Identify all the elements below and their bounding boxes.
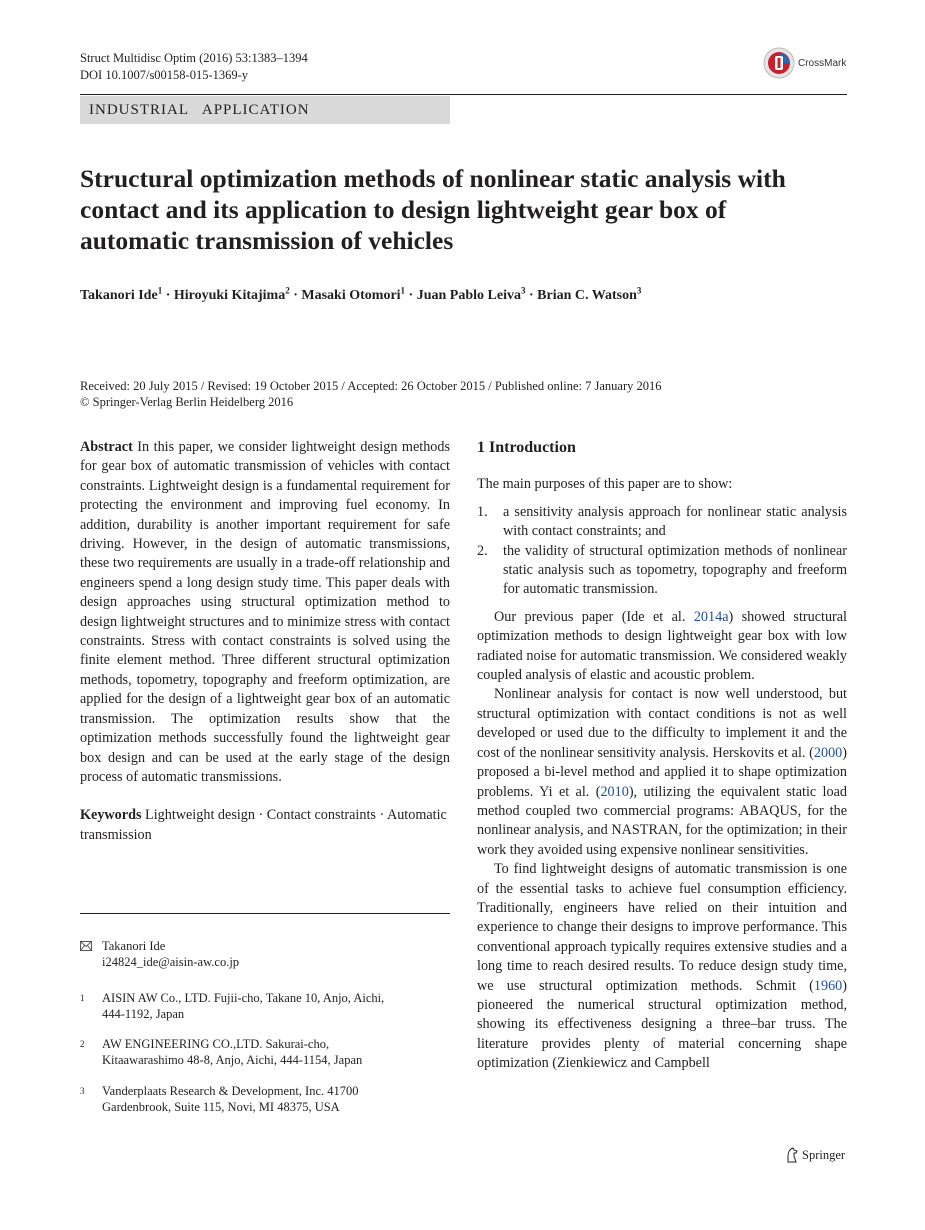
- paragraph-text: To find lightweight designs of automatic transmission is one of the essential tasks to achieve fuel consumption efficiency. Traditionally, engineers have relied on their intuition and experience to change their designs to improve performance. This conventional approach typically requires extensive studies and a long time to reach desired results. To reduce design study time, we use structural optimization methods. Schmit (: [477, 861, 847, 994]
- article-type-banner: INDUSTRIAL APPLICATION: [80, 96, 450, 124]
- list-item: [477, 542, 847, 600]
- abstract-text: In this paper, we consider lightweight design methods for gear box of automatic transmission of vehicles with contact constraints. Lightweight design is a fundamental requirement for protecting the environment and improving fuel economy. In addition, durability is another important requirement for safe driving. However, in the design of automatic transmissions, these two requirements are usually in a trade-off relationship and engineers spend a long design study time. This paper deals with design approaches using structural optimization method to design lightweight structures and to minimize stress with contact constraints. Stress with contact constraints is solved using the finite element method. Three different structural optimization methods, topometry, topography and freeform optimization, are applied for the design of a lightweight gear box of an automatic transmission. The optimization results show that the optimization methods successfully found the lightweight gear box design and can be used at the early stage of the design process of automatic transmissions.: [80, 439, 450, 785]
- paragraph: [477, 685, 847, 860]
- keywords-label: Keywords: [80, 807, 142, 824]
- author-separator: ·: [405, 287, 417, 303]
- paragraph: [477, 860, 847, 1073]
- author: [80, 285, 174, 303]
- author-affiliation-mark: 3: [520, 285, 526, 295]
- abstract: [80, 438, 450, 787]
- journal-citation: [80, 50, 308, 84]
- envelope-icon: [80, 939, 92, 955]
- author: [173, 285, 302, 303]
- section-heading-introduction: 1 Introduction: [477, 439, 576, 456]
- list-text: a sensitivity analysis approach for nonlinear static analysis with contact constraints; and: [503, 503, 847, 540]
- author-affiliation-mark: 3: [636, 285, 642, 295]
- affiliation-1: AISIN AW Co., LTD. Fujii-cho, Takane 10, Anjo, Aichi, 444-1192, Japan: [102, 991, 385, 1021]
- paragraph: [477, 608, 847, 686]
- author-name: Juan Pablo Leiva: [416, 287, 521, 303]
- right-column: [477, 438, 847, 1074]
- header-rule: [80, 94, 847, 95]
- author-name: Takanori Ide: [80, 287, 158, 303]
- author-separator: ·: [525, 287, 534, 303]
- paragraph-text: Nonlinear analysis for contact is now well understood, but structural optimization with contact conditions is not as well developed or used due to the difficulty to implement it and the cost of the nonlinear sensitivity analysis. Herskovits et al. (: [477, 686, 847, 761]
- doi[interactable]: DOI 10.1007/s00158-015-1369-y: [80, 68, 249, 82]
- keywords-text: Lightweight design · Contact constraints · Automatic transmission: [80, 807, 447, 843]
- paragraph-text: ) pioneered the numerical structural optimization method, showing its effectiveness designing a three–bar truss. The literature provides plenty of material concerning shape optimization (Zienkiewicz and Campbell: [477, 977, 847, 1072]
- citation-link[interactable]: 2010: [600, 783, 629, 800]
- author-affiliation-mark: 1: [400, 285, 406, 295]
- paragraph-text: Our previous paper (Ide et al.: [494, 608, 694, 625]
- list-item: [477, 503, 847, 542]
- intro-lead: The main purposes of this paper are to show:: [477, 476, 733, 493]
- affiliation-number: 2: [80, 1039, 85, 1049]
- author-separator: ·: [162, 287, 174, 303]
- author: [537, 285, 642, 303]
- copyright-line: © Springer-Verlag Berlin Heidelberg 2016: [80, 395, 294, 409]
- author-name: Masaki Otomori: [301, 287, 401, 303]
- article-title: Structural optimization methods of nonlinear static analysis with contact and its application to design lightweight gear box of automatic transmission of vehicles: [80, 164, 786, 255]
- footnote-rule: [80, 913, 450, 914]
- author: [301, 285, 417, 303]
- corresponding-author: [102, 938, 452, 970]
- publisher-name: Springer: [802, 1147, 846, 1162]
- date-line: Received: 20 July 2015 / Revised: 19 October 2015 / Accepted: 26 October 2015 / Published online: 7 January 2016: [80, 379, 662, 393]
- citation-link[interactable]: 2000: [813, 744, 843, 761]
- affiliation-number: 3: [80, 1086, 85, 1096]
- author: [416, 285, 534, 303]
- list-number: 1.: [477, 503, 488, 520]
- springer-horse-icon: [785, 1147, 799, 1163]
- author-affiliation-mark: 2: [285, 285, 290, 295]
- paragraph-text: ) showed structural optimization methods to design lightweight gear box with low radiated noise for automatic transmission. We considered weakly coupled analysis of elastic and acoustic problem.: [477, 608, 848, 684]
- paragraph-text: ) proposed a bi-level method and applied it to shape optimization problems. Yi et al. (: [477, 744, 847, 800]
- affiliation-2: AW ENGINEERING CO.,LTD. Sakurai-cho, Kitaawarashimo 48-8, Anjo, Aichi, 444-1154, Japan: [102, 1037, 363, 1067]
- publication-history: [80, 378, 850, 410]
- author-affiliation-mark: 1: [157, 285, 163, 295]
- affiliation-3: Vanderplaats Research & Development, Inc. 41700 Gardenbrook, Suite 115, Novi, MI 48375, USA: [102, 1084, 359, 1114]
- corresponding-name: Takanori Ide: [102, 939, 166, 953]
- corresponding-email[interactable]: i24824_ide@aisin-aw.co.jp: [102, 955, 240, 969]
- crossmark-icon: [763, 47, 795, 79]
- publisher-footer: [785, 1147, 845, 1163]
- crossmark-badge[interactable]: [763, 47, 846, 79]
- list-text: the validity of structural optimization methods of nonlinear static analysis such as topometry, topography and freeform for automatic transmission.: [503, 542, 847, 598]
- author-name: Brian C. Watson: [537, 287, 637, 303]
- purpose-list: [477, 503, 847, 600]
- affiliation-number: 1: [80, 993, 85, 1003]
- crossmark-label: CrossMark: [798, 57, 847, 69]
- keywords: [80, 806, 450, 845]
- left-column: [80, 438, 450, 845]
- author-list: [80, 280, 780, 306]
- abstract-label: Abstract: [80, 439, 133, 455]
- list-number: 2.: [477, 542, 488, 559]
- paragraph-text: ), utilizing the equivalent static load method coupled two commercial programs: ABAQUS, for the nonlinear analysis, and NASTRAN, for the optimization; in their work they avoided using expensive nonlinear sensitivities.: [477, 783, 847, 858]
- author-name: Hiroyuki Kitajima: [173, 287, 286, 303]
- citation-link[interactable]: 2014a: [693, 608, 729, 625]
- author-separator: ·: [289, 287, 302, 303]
- citation-link[interactable]: 1960: [813, 977, 843, 994]
- journal-volume: Struct Multidisc Optim (2016) 53:1383–1394: [80, 51, 308, 65]
